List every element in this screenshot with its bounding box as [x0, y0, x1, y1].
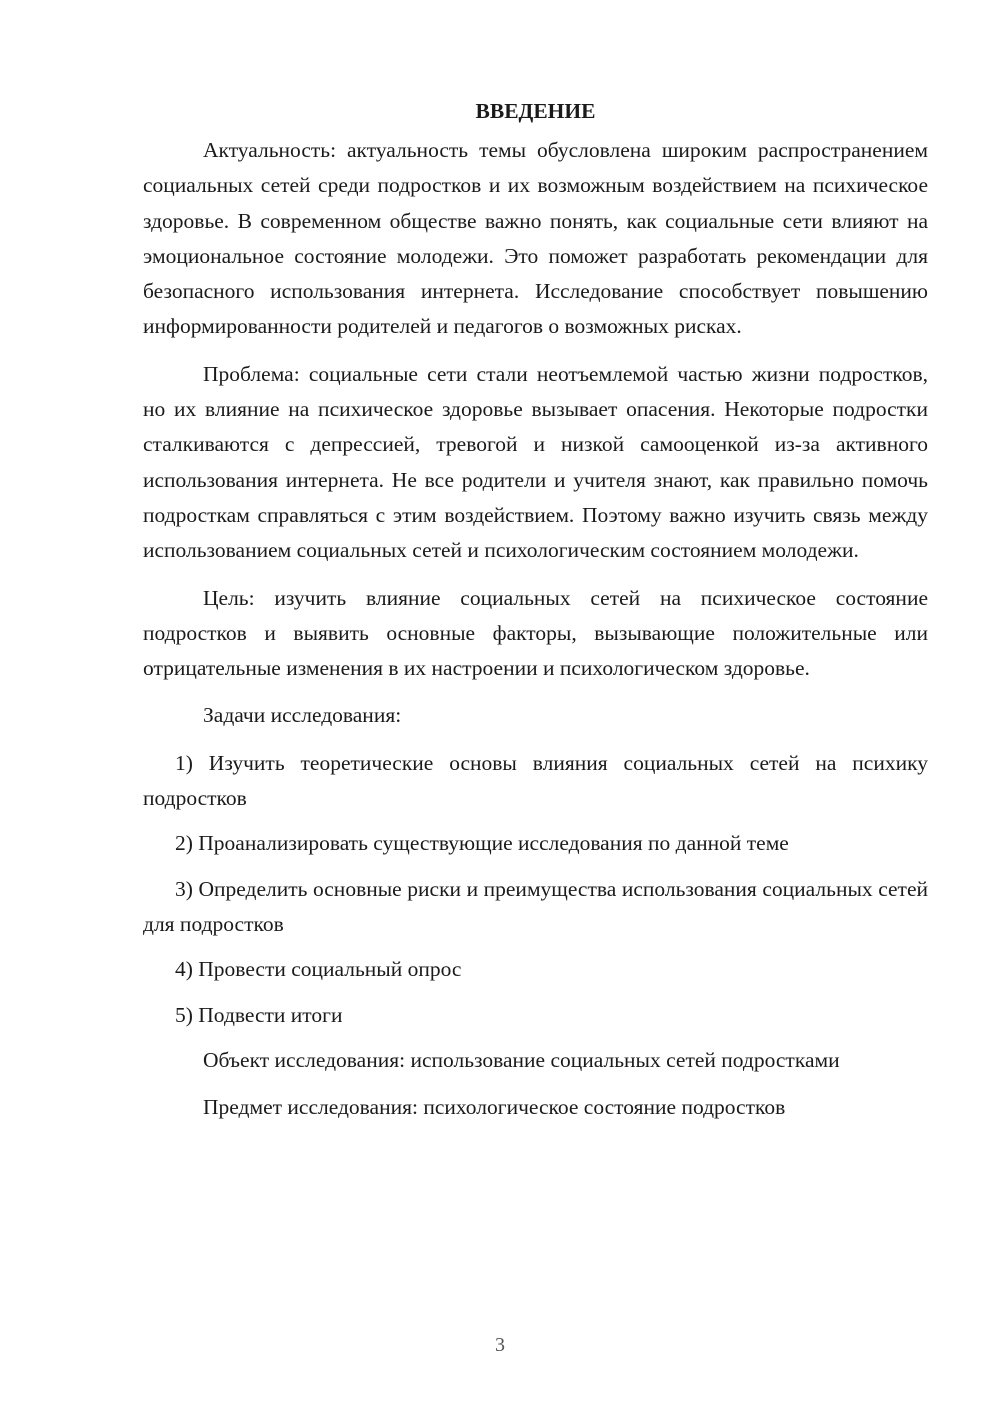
subject-paragraph: Предмет исследования: психологическое состояние подростков — [203, 1095, 786, 1120]
task-item-4: 4) Провести социальный опрос — [175, 957, 462, 982]
page-number: 3 — [495, 1334, 505, 1356]
task-item-1: 1) Изучить теоретические основы влияния социальных сетей на психику подростков — [143, 750, 928, 811]
object-paragraph: Объект исследования: использование социальных сетей подростками — [203, 1047, 840, 1072]
task-item-3: 3) Определить основные риски и преимущества использования социальных сетей для подростков — [143, 876, 928, 936]
problem-paragraph: Проблема: социальные сети стали неотъемлемой частью жизни подростков, но их влияние на психическое здоровье вызывает опасения. Некоторые подростки сталкиваются с депрессией, тревогой и низкой самооценкой из-за активного использования интернета. Не все родители и учителя знают, как правильно помочь подросткам справляться с этим воздействием. Поэтому важно изучить связь между использованием социальных сетей и психологическим состоянием молодежи. — [143, 361, 928, 563]
relevance-paragraph: Актуальность: актуальность темы обусловлена широким распространением социальных сетей среди подростков и их возможным воздействием на психическое здоровье. В современном обществе важно понять, как социальные сети влияют на эмоциональное состояние молодежи. Это поможет разработать рекомендации для безопасного использования интернета. Исследование способствует повышению информированности родителей и педагогов о возможных рисках. — [143, 138, 928, 339]
goal-paragraph: Цель: изучить влияние социальных сетей на психическое состояние подростков и выявить основные факторы, вызывающие положительные или отрицательные изменения в их настроении и психологическом здоровье. — [143, 585, 928, 681]
section-heading: ВВЕДЕНИЕ — [475, 99, 596, 123]
tasks-title: Задачи исследования: — [203, 703, 402, 728]
task-item-5: 5) Подвести итоги — [175, 1002, 343, 1027]
task-item-2: 2) Проанализировать существующие исследования по данной теме — [175, 831, 789, 856]
page-content — [143, 96, 928, 1137]
